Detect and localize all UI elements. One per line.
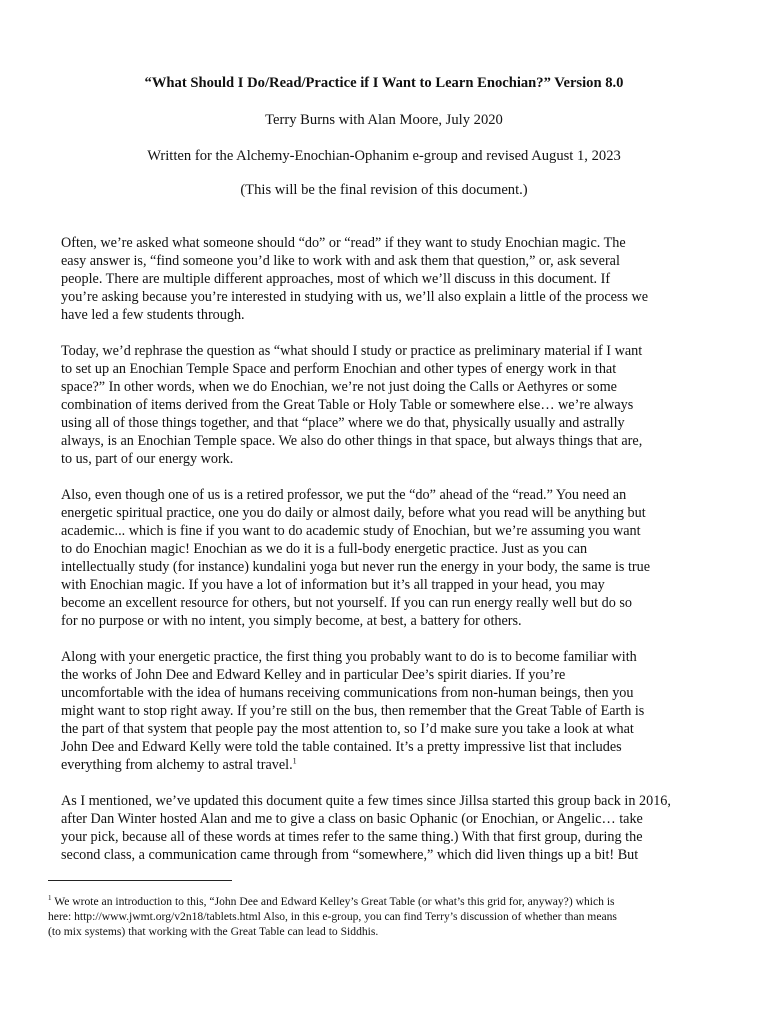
document-body [61,234,727,882]
paragraph-4-text: Along with your energetic practice, the first thing you probably want to do is to become familiar with the works of John Dee and Edward Kelley and in particular Dee’s spirit diaries. If you’re uncomfortable with the idea of humans receiving communications from non-human beings, then you might want to stop right away. If you’re still on the bus, then remember that the Great Table of Earth is the part of that system that people pay the most attention to, so I’d make sure you take a look at what John Dee and Edward Kelly were told the table contained. It’s a pretty impressive list that includes everything from alchemy to astral travel. [61,649,645,773]
footnote-marker: 1 [48,894,52,903]
final-revision-note: (This will be the final revision of this document.) [240,182,528,198]
footnote [48,894,728,939]
footnote-divider [48,880,232,881]
paragraph-2: Today, we’d rephrase the question as “what should I study or practice as preliminary material if I want to set up an Enochian Temple Space and perform Enochian and other types of energy work in that space?” In other words, when we do Enochian, we’re not just doing the Calls or Aethyres or some combination of items derived from the Great Table or Holy Table or somewhere else… we’re always using all of those things together, and that “place” where we do that, physically usually and astrally always, is an Enochian Temple space. We also do other things in that space, but always things that are, to us, part of our energy work. [61,343,643,467]
written-for-line: Written for the Alchemy-Enochian-Ophanim e-group and revised August 1, 2023 [147,148,621,164]
paragraph-3: Also, even though one of us is a retired professor, we put the “do” ahead of the “read.” You need an energetic spiritual practice, one you do daily or almost daily, before what you read will be anything but academic... which is fine if you want to do academic study of Enochian, but we’re assuming you want to do Enochian magic! Enochian as we do it is a full-body energetic practice. Just as you can intellectually study (for instance) kundalini yoga but never run the energy in your body, the same is true with Enochian magic. If you have a lot of information but it’s all trapped in your head, you may become an excellent resource for others, but not yourself. If you can run energy really well but do so for no purpose or with no intent, you simply become, at best, a battery for others. [61,487,651,629]
document-title: “What Should I Do/Read/Practice if I Want to Learn Enochian?” Version 8.0 [144,75,624,91]
footnote-text: We wrote an introduction to this, “John Dee and Edward Kelley’s Great Table (or what’s this grid for, anyway?) which is here: http://www.jwmt.org/v2n18/tablets.html Also, in this e-group, you can find Terry’s discussion of whether than means (to mix systems) that working with the Great Table can lead to Siddhis. [48,895,617,938]
paragraph-4 [61,648,727,774]
footnote-reference[interactable]: 1 [292,756,297,766]
paragraph-1: Often, we’re asked what someone should “do” or “read” if they want to study Enochian magic. The easy answer is, “find someone you’d like to work with and ask them that question,” or, ask several people. There are multiple different approaches, most of which we’ll discuss in this document. If you’re asking because you’re interested in studying with us, we’ll also explain a little of the process we have led a few students through. [61,235,649,323]
paragraph-5: As I mentioned, we’ve updated this document quite a few times since Jillsa started this group back in 2016, after Dan Winter hosted Alan and me to give a class on basic Ophanic (or Enochian, or Angelic… take your pick, because all of these words at times refer to the same thing.) With that first group, during the second class, a communication came through from “somewhere,” which did liven things up a bit! But [61,793,671,863]
author-byline: Terry Burns with Alan Moore, July 2020 [265,112,503,128]
